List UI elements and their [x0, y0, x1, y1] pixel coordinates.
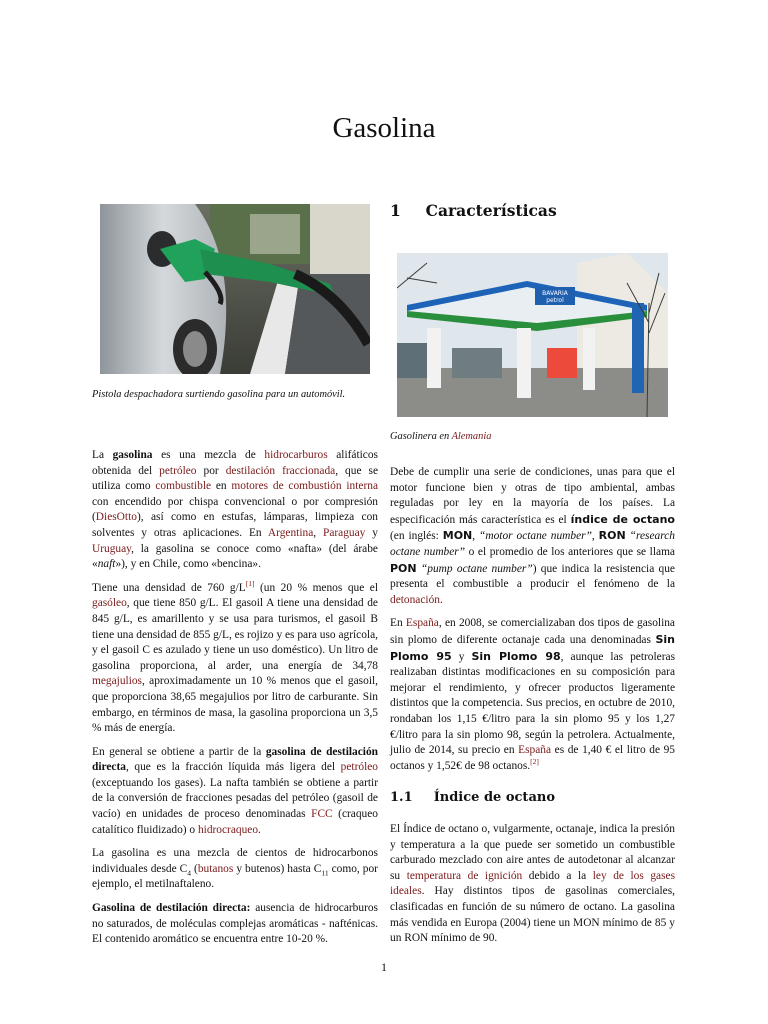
- text: es de 1,40 € el litro de 95 octanos y 1,52€ de 98 octanos.: [390, 744, 675, 772]
- text: , que se utiliza como: [92, 464, 379, 493]
- text: debido a la: [522, 869, 593, 882]
- link-diesotto[interactable]: DiesOtto: [95, 511, 137, 524]
- link-butanos[interactable]: butanos: [197, 862, 234, 875]
- text: . Hay distintos tipos de gasolinas comerciales, clasificadas en función de su número de octano. La gasolina más vendida en Europa (2004) tiene un MON mínimo de 85 y un RON mínimo de 90.: [390, 885, 675, 945]
- subsection-heading-indice-octano: [390, 790, 555, 805]
- figure2-caption: [390, 431, 680, 442]
- link-espana[interactable]: España: [405, 617, 439, 630]
- section-number: 1: [390, 201, 401, 220]
- right-column-lower: [390, 822, 675, 955]
- link-combustible[interactable]: combustible: [155, 480, 212, 493]
- text: y: [451, 650, 472, 663]
- link-destilacion-fraccionada[interactable]: destilación fraccionada: [225, 464, 336, 477]
- link-petroleo[interactable]: petróleo: [340, 761, 378, 774]
- text: En general se obtiene a partir de la: [92, 745, 266, 758]
- paragraph: [92, 901, 378, 948]
- gas-station-photo: [397, 253, 668, 417]
- text: (craqueo catalítico fluidizado) o: [92, 808, 379, 836]
- text: .: [258, 823, 261, 836]
- fuel-nozzle-photo: [100, 204, 370, 374]
- link-argentina[interactable]: Argentina: [267, 526, 314, 539]
- paragraph: [92, 745, 378, 839]
- bold-term: Sin Plomo 95: [390, 632, 675, 663]
- link-motores-combustion[interactable]: motores de combustión interna: [231, 480, 378, 493]
- section-number: 1.1: [390, 790, 413, 805]
- link-hidrocraqueo[interactable]: hidrocraqueo: [197, 823, 259, 836]
- link-paraguay[interactable]: Paraguay: [323, 526, 366, 539]
- link-temperatura-ignicion[interactable]: temperatura de ignición: [406, 869, 523, 882]
- bold-term: índice de octano: [570, 512, 675, 526]
- subscript: 11: [321, 868, 329, 878]
- text: En: [390, 617, 406, 630]
- link-fcc[interactable]: FCC: [311, 808, 333, 821]
- text: ,: [472, 530, 480, 543]
- text: .: [439, 593, 443, 606]
- gas-station-illustration: [397, 253, 668, 417]
- text: en: [211, 480, 232, 493]
- reference-link[interactable]: [2]: [530, 756, 539, 766]
- italic-text: “research octane number”: [390, 530, 675, 558]
- bold-term: gasolina de destilación directa: [92, 745, 378, 774]
- paragraph: [390, 822, 675, 947]
- text: (: [191, 862, 198, 875]
- bold-term: RON: [598, 529, 626, 543]
- italic-text: “pump octane number”: [420, 562, 533, 575]
- text: ), así como en estufas, lámparas, limpieza con solventes y otras aplicaciones. En: [92, 511, 378, 539]
- reference-link[interactable]: [1]: [245, 578, 255, 588]
- bold-term: Gasolina de destilación directa:: [92, 902, 251, 915]
- link-ley-gases-ideales[interactable]: ley de los gases ideales: [390, 869, 676, 898]
- right-column: [390, 465, 675, 782]
- text: y: [365, 526, 378, 539]
- bold-term: gasolina: [112, 449, 153, 461]
- text: , que tiene 850 g/L. El gasoil A tiene una densidad de 845 g/L, es amarillento y se usa para turismos, el gasoil B tiene una densidad de 855 g/L, es rojizo y es para uso agrícola, y el gasoil C es azulado y tiene un uso doméstico). Un litro de gasolina proporciona, al arder, una energía de 34,78: [92, 597, 378, 672]
- link-detonacion[interactable]: detonación: [390, 593, 440, 606]
- section-title: Características: [425, 201, 557, 220]
- text: ) que indica la resistencia que presenta el combustible a producir el fenómeno de la: [390, 562, 675, 591]
- link-megajulios[interactable]: megajulios: [92, 675, 142, 688]
- italic-text: naft: [97, 558, 116, 571]
- text: (un 20 % menos que el: [254, 581, 379, 594]
- text: La gasolina es una mezcla de cientos de hidrocarbonos individuales desde C: [92, 847, 378, 875]
- italic-text: “motor octane number”: [479, 530, 592, 543]
- page-title: Gasolina: [332, 112, 436, 144]
- text: , la gasolina se conoce como «nafta» (del árabe «: [92, 542, 378, 571]
- text: Debe de cumplir una serie de condiciones, unas para que el motor funcione bien y otras de tipo ambiental, ambas reguladas por ley en la mayoría de los países. La especificación más característica es el: [390, 466, 675, 526]
- text: o el promedio de los anteriores que se llama: [465, 545, 675, 558]
- paragraph: [390, 616, 675, 774]
- text: Tiene una densidad de 760 g/L: [92, 581, 246, 594]
- text: ausencia de hidrocarburos no saturados, de moléculas complejas aromáticas - nafténicas. El contenido aromático se encuentra entre 10-20 %.: [92, 902, 378, 946]
- paragraph: [92, 578, 379, 737]
- text: , aunque las petroleras realizaban distintas modificaciones en su composición para mejorar el rendimiento, y ofrecer productos ligeramente distintos que la competencia. Sus precios, en octubre de 2010, rondaban los 1,15 €/litro para la sin plomo 95 y los 1,27 €/litro para la sin plomo 98, según la petrolera. Actualmente, julio de 2014, su precio en: [390, 650, 676, 757]
- link-hidrocarburos[interactable]: hidrocarburos: [264, 449, 328, 461]
- text: , en 2008, se comercializaban dos tipos de gasolina sin plomo de diferente octanaje cada una denominadas: [390, 617, 675, 646]
- text: La: [92, 449, 113, 461]
- text: (exceptuando los gases). La nafta también se obtiene a partir de la conversión de fracciones pesadas del petróleo (gasoil de vacío) en unidades de proceso denominadas: [92, 776, 378, 821]
- text: es una mezcla de: [152, 449, 265, 461]
- subscript: 4: [187, 868, 192, 878]
- station-sign-line2: petrol: [546, 297, 564, 304]
- section-title: Índice de octano: [433, 790, 555, 805]
- station-sign-line1: BAVARIA: [542, 290, 568, 297]
- link-gasoleo[interactable]: gasóleo: [92, 597, 127, 610]
- text: como, por ejemplo, el metilnaftaleno.: [92, 862, 378, 891]
- paragraph: [390, 465, 675, 608]
- figure1-caption: Pistola despachadora surtiendo gasolina para un automóvil.: [92, 389, 346, 400]
- left-column: [92, 448, 378, 956]
- text: , que es la fracción líquida más ligera del: [125, 761, 341, 774]
- text: ,: [591, 530, 599, 543]
- paragraph: [92, 448, 378, 573]
- link-alemania[interactable]: Alemania: [451, 431, 492, 442]
- bold-term: MON: [442, 529, 473, 543]
- bold-term: PON: [390, 561, 417, 575]
- text: y butenos) hasta C: [233, 862, 322, 875]
- figure2-caption-text: Gasolinera en: [390, 431, 452, 442]
- bold-term: Sin Plomo 98: [471, 649, 561, 663]
- text: ,: [313, 526, 323, 539]
- paragraph: [92, 846, 378, 893]
- link-uruguay[interactable]: Uruguay: [92, 542, 132, 555]
- link-espana[interactable]: España: [518, 744, 552, 757]
- text: »), y en Chile, como «bencina».: [115, 558, 261, 571]
- link-petroleo[interactable]: petróleo: [159, 464, 197, 477]
- text: , aproximadamente un 10 % menos que el gasoil, que proporciona 38,65 megajulios por litro de carburante. Sin embargo, en términos de masa, la gasolina proporciona un 3,5 % más de energía.: [92, 675, 378, 735]
- text: (en inglés:: [390, 530, 443, 543]
- text: alifáticos obtenida del: [92, 449, 378, 477]
- text: El Índice de octano o, vulgarmente, octanaje, indica la presión y temperatura a la que puede ser sometido un combustible carburado mezclado con aire antes de autodetonar al alcanzar su: [390, 823, 675, 882]
- page-number: 1: [381, 960, 387, 974]
- section-heading-caracteristicas: [390, 201, 557, 220]
- text: con encendido por chispa convencional o por compresión (: [92, 495, 378, 524]
- fuel-nozzle-illustration: [100, 204, 370, 374]
- text: por: [196, 464, 226, 477]
